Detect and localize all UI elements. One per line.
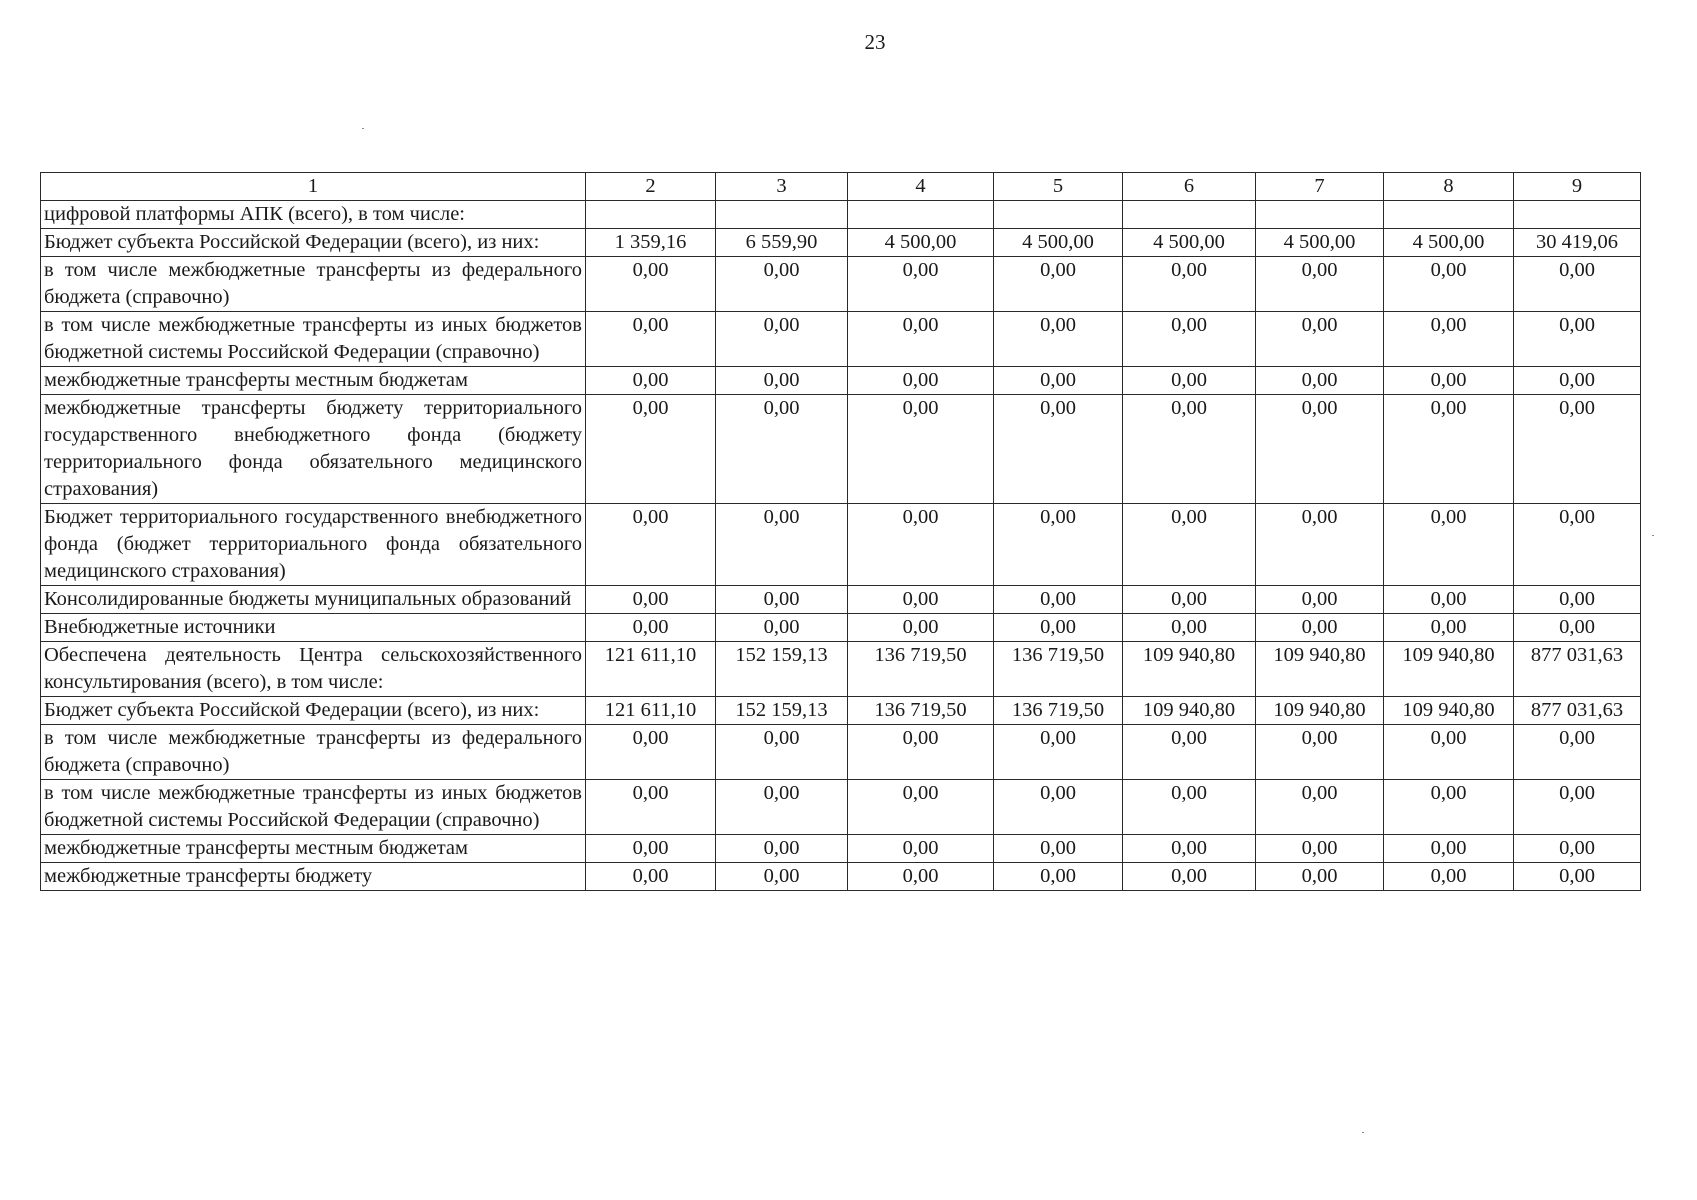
value-cell: 0,00: [586, 780, 716, 835]
table-row: [41, 395, 1641, 504]
value-cell: 0,00: [1123, 367, 1256, 395]
value-cell: 0,00: [716, 725, 848, 780]
value-cell: 0,00: [1384, 586, 1514, 614]
value-cell: 4 500,00: [1256, 229, 1384, 257]
budget-table: [40, 172, 1641, 891]
value-cell: 0,00: [1123, 835, 1256, 863]
value-cell: 0,00: [848, 586, 994, 614]
value-cell: 0,00: [1256, 257, 1384, 312]
scan-speck: [362, 128, 364, 129]
value-cell: 0,00: [716, 835, 848, 863]
value-cell: 0,00: [994, 835, 1123, 863]
value-cell: 0,00: [1384, 863, 1514, 891]
value-cell: 0,00: [1514, 780, 1641, 835]
table-row: [41, 367, 1641, 395]
value-cell: 136 719,50: [994, 697, 1123, 725]
table-row: [41, 614, 1641, 642]
value-cell: 0,00: [1123, 504, 1256, 586]
value-cell: 109 940,80: [1256, 642, 1384, 697]
value-cell: 0,00: [1256, 312, 1384, 367]
value-cell: 0,00: [716, 312, 848, 367]
row-label: межбюджетные трансферты бюджету территориального государственного внебюджетного фонда (бюджету территориального фонда обязательного медицинского страхования): [41, 395, 586, 504]
value-cell: 109 940,80: [1123, 642, 1256, 697]
value-cell: 0,00: [1256, 504, 1384, 586]
value-cell: 0,00: [1384, 257, 1514, 312]
value-cell: 0,00: [848, 614, 994, 642]
page-number: 23: [864, 30, 886, 54]
table-row: [41, 312, 1641, 367]
value-cell: 0,00: [1514, 586, 1641, 614]
value-cell: 0,00: [716, 257, 848, 312]
row-label: Бюджет субъекта Российской Федерации (всего), из них:: [41, 697, 586, 725]
value-cell: 0,00: [1384, 367, 1514, 395]
value-cell: 0,00: [1514, 725, 1641, 780]
value-cell: 0,00: [716, 504, 848, 586]
value-cell: 0,00: [586, 725, 716, 780]
value-cell: 0,00: [586, 835, 716, 863]
scan-speck: [1652, 535, 1654, 536]
table-row: [41, 586, 1641, 614]
value-cell: 0,00: [994, 504, 1123, 586]
value-cell: [994, 201, 1123, 229]
value-cell: 0,00: [848, 863, 994, 891]
value-cell: [1256, 201, 1384, 229]
value-cell: 0,00: [586, 257, 716, 312]
value-cell: 0,00: [1514, 367, 1641, 395]
value-cell: 109 940,80: [1384, 697, 1514, 725]
value-cell: 0,00: [994, 725, 1123, 780]
value-cell: 0,00: [716, 614, 848, 642]
column-header: 2: [586, 173, 716, 201]
row-label: Бюджет территориального государственного внебюджетного фонда (бюджет территориального фонда обязательного медицинского страхования): [41, 504, 586, 586]
value-cell: 1 359,16: [586, 229, 716, 257]
value-cell: 136 719,50: [994, 642, 1123, 697]
value-cell: 4 500,00: [1384, 229, 1514, 257]
value-cell: 0,00: [1384, 312, 1514, 367]
value-cell: 0,00: [1256, 367, 1384, 395]
value-cell: 0,00: [1123, 395, 1256, 504]
value-cell: 0,00: [1514, 835, 1641, 863]
column-header: 5: [994, 173, 1123, 201]
value-cell: 0,00: [586, 367, 716, 395]
value-cell: 0,00: [1384, 780, 1514, 835]
value-cell: 0,00: [848, 504, 994, 586]
value-cell: 0,00: [586, 586, 716, 614]
column-header: 3: [716, 173, 848, 201]
table-row: [41, 780, 1641, 835]
value-cell: 0,00: [1123, 614, 1256, 642]
row-label: в том числе межбюджетные трансферты из иных бюджетов бюджетной системы Российской Федерации (справочно): [41, 312, 586, 367]
value-cell: 0,00: [848, 312, 994, 367]
table-row: [41, 504, 1641, 586]
value-cell: 121 611,10: [586, 697, 716, 725]
row-label: Внебюджетные источники: [41, 614, 586, 642]
table-row: [41, 201, 1641, 229]
column-header: 1: [41, 173, 586, 201]
value-cell: 0,00: [994, 586, 1123, 614]
value-cell: 0,00: [1514, 614, 1641, 642]
column-header: 4: [848, 173, 994, 201]
value-cell: 0,00: [994, 395, 1123, 504]
column-header: 6: [1123, 173, 1256, 201]
value-cell: 0,00: [716, 367, 848, 395]
column-header: 9: [1514, 173, 1641, 201]
value-cell: 109 940,80: [1256, 697, 1384, 725]
row-label: в том числе межбюджетные трансферты из иных бюджетов бюджетной системы Российской Федерации (справочно): [41, 780, 586, 835]
value-cell: 0,00: [586, 312, 716, 367]
value-cell: 0,00: [1384, 504, 1514, 586]
value-cell: 121 611,10: [586, 642, 716, 697]
value-cell: 0,00: [1384, 614, 1514, 642]
value-cell: 0,00: [994, 614, 1123, 642]
value-cell: 0,00: [1256, 780, 1384, 835]
row-label: цифровой платформы АПК (всего), в том числе:: [41, 201, 586, 229]
value-cell: [716, 201, 848, 229]
table-row: [41, 642, 1641, 697]
value-cell: [586, 201, 716, 229]
value-cell: 4 500,00: [1123, 229, 1256, 257]
value-cell: [848, 201, 994, 229]
value-cell: 152 159,13: [716, 697, 848, 725]
table-row: [41, 697, 1641, 725]
value-cell: 0,00: [586, 863, 716, 891]
value-cell: 0,00: [1514, 257, 1641, 312]
value-cell: 136 719,50: [848, 697, 994, 725]
value-cell: 0,00: [994, 780, 1123, 835]
value-cell: 152 159,13: [716, 642, 848, 697]
row-label: в том числе межбюджетные трансферты из федерального бюджета (справочно): [41, 725, 586, 780]
value-cell: 0,00: [1123, 257, 1256, 312]
value-cell: 0,00: [1384, 395, 1514, 504]
column-header: 7: [1256, 173, 1384, 201]
value-cell: 109 940,80: [1384, 642, 1514, 697]
table-row: [41, 863, 1641, 891]
row-label: межбюджетные трансферты местным бюджетам: [41, 835, 586, 863]
value-cell: 0,00: [586, 614, 716, 642]
row-label: Обеспечена деятельность Центра сельскохозяйственного консультирования (всего), в том числе:: [41, 642, 586, 697]
value-cell: 0,00: [1256, 863, 1384, 891]
value-cell: 0,00: [1514, 863, 1641, 891]
value-cell: [1384, 201, 1514, 229]
value-cell: 0,00: [1514, 504, 1641, 586]
value-cell: [1514, 201, 1641, 229]
value-cell: 0,00: [1256, 614, 1384, 642]
value-cell: 0,00: [1514, 312, 1641, 367]
value-cell: 4 500,00: [994, 229, 1123, 257]
value-cell: 0,00: [994, 312, 1123, 367]
value-cell: 136 719,50: [848, 642, 994, 697]
value-cell: 0,00: [994, 367, 1123, 395]
value-cell: 0,00: [1384, 835, 1514, 863]
value-cell: [1123, 201, 1256, 229]
value-cell: 0,00: [848, 725, 994, 780]
value-cell: 877 031,63: [1514, 642, 1641, 697]
value-cell: 0,00: [716, 863, 848, 891]
value-cell: 0,00: [994, 257, 1123, 312]
value-cell: 0,00: [1384, 725, 1514, 780]
value-cell: 0,00: [1123, 863, 1256, 891]
row-label: Бюджет субъекта Российской Федерации (всего), из них:: [41, 229, 586, 257]
value-cell: 0,00: [1123, 725, 1256, 780]
value-cell: 0,00: [586, 504, 716, 586]
value-cell: 0,00: [1256, 835, 1384, 863]
row-label: межбюджетные трансферты местным бюджетам: [41, 367, 586, 395]
value-cell: 0,00: [1123, 780, 1256, 835]
value-cell: 0,00: [848, 835, 994, 863]
value-cell: 0,00: [848, 257, 994, 312]
value-cell: 877 031,63: [1514, 697, 1641, 725]
value-cell: 0,00: [716, 586, 848, 614]
value-cell: 0,00: [1514, 395, 1641, 504]
table-body: [41, 201, 1641, 891]
row-label: в том числе межбюджетные трансферты из федерального бюджета (справочно): [41, 257, 586, 312]
value-cell: 0,00: [1256, 586, 1384, 614]
value-cell: 0,00: [716, 395, 848, 504]
value-cell: 30 419,06: [1514, 229, 1641, 257]
value-cell: 0,00: [1256, 725, 1384, 780]
column-header: 8: [1384, 173, 1514, 201]
value-cell: 0,00: [1123, 586, 1256, 614]
value-cell: 6 559,90: [716, 229, 848, 257]
row-label: Консолидированные бюджеты муниципальных образований: [41, 586, 586, 614]
value-cell: 0,00: [848, 780, 994, 835]
value-cell: 0,00: [1123, 312, 1256, 367]
value-cell: 0,00: [716, 780, 848, 835]
table-row: [41, 229, 1641, 257]
value-cell: 109 940,80: [1123, 697, 1256, 725]
scan-speck: [1362, 1132, 1364, 1133]
table-row: [41, 725, 1641, 780]
table-header-row: [41, 173, 1641, 201]
value-cell: 0,00: [1256, 395, 1384, 504]
value-cell: 0,00: [848, 395, 994, 504]
value-cell: 4 500,00: [848, 229, 994, 257]
value-cell: 0,00: [994, 863, 1123, 891]
table-row: [41, 835, 1641, 863]
table-row: [41, 257, 1641, 312]
row-label: межбюджетные трансферты бюджету: [41, 863, 586, 891]
value-cell: 0,00: [586, 395, 716, 504]
value-cell: 0,00: [848, 367, 994, 395]
